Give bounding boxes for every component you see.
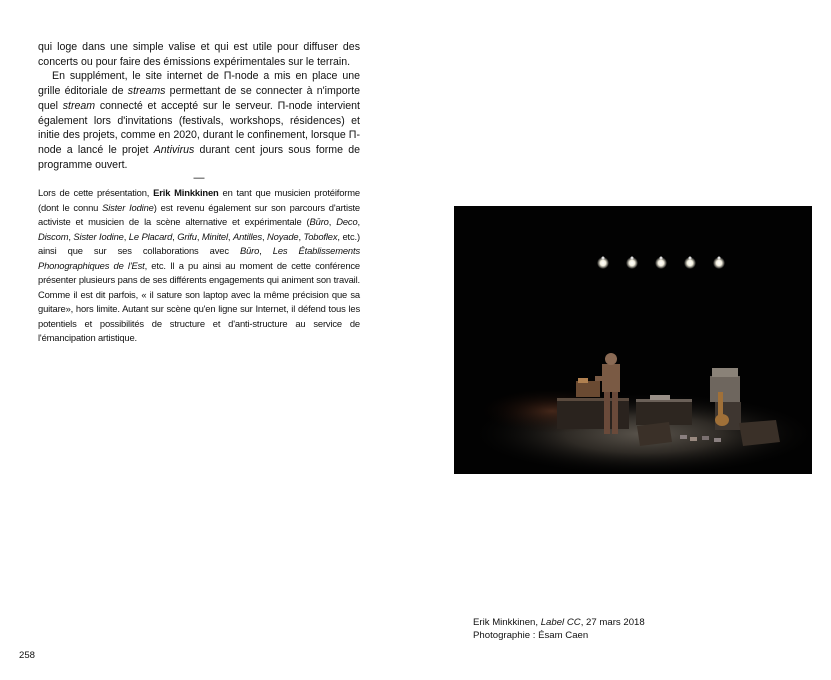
text-span: , — [298, 230, 304, 242]
text-span: , — [172, 230, 178, 242]
text-span: , — [328, 216, 337, 228]
centre-table — [636, 395, 692, 425]
italic-span: Sister Iodine — [102, 201, 154, 213]
italic-span: Sister Iodine — [73, 230, 124, 242]
text-span: durant cent jours sous forme de programme ouvert. — [38, 143, 360, 171]
italic-span: Le Placard — [128, 230, 173, 242]
text-span: qui loge dans une simple valise et qui est utile pour diffuser des concerts ou pour faire des émissions expérimentales sur le terrain. — [38, 41, 360, 68]
section-separator: — — [193, 172, 205, 185]
text-span: , — [357, 216, 360, 228]
paragraph-presentation — [38, 186, 360, 346]
caption-credit: Photographie : Ésam Caen — [473, 630, 589, 641]
concert-photo — [454, 206, 812, 474]
italic-span: Būro — [239, 245, 260, 257]
italic-span: Noyade — [267, 230, 299, 242]
photo-caption — [473, 616, 773, 642]
text-span: ) est revenu également sur son parcours d'artiste activiste et musicien de la scène alternative et expérimentale ( — [38, 201, 360, 228]
caption-line-1 — [473, 616, 773, 629]
caption-date: , 27 mars 2018 — [580, 617, 645, 628]
text-span: en tant que musicien protéiforme (dont le connu — [38, 187, 360, 213]
stage-illustration — [454, 206, 812, 474]
italic-span: Antivirus — [153, 143, 195, 156]
bold-name: Erik Minkkinen — [153, 187, 219, 199]
text-span: , — [227, 230, 233, 242]
caption-event: Label CC — [540, 617, 581, 628]
italic-span: Minitel — [201, 230, 228, 242]
text-span: , — [262, 230, 268, 242]
text-span: , — [123, 230, 129, 242]
italic-span: Deco — [336, 216, 358, 228]
text-span: Lors de cette présentation, — [38, 187, 154, 199]
paragraph-pi-node — [38, 69, 360, 172]
italic-span: Discom — [38, 230, 69, 242]
caption-name: Erik Minkkinen, — [473, 617, 541, 628]
text-column — [38, 40, 360, 346]
text-span: connecté et accepté sur le serveur. Π-node intervient également lors d'invitations (festivals, workshops, résidences) et initie des projets, comme en 2020, durant le confinement, lorsque Π-node a lancé le projet — [38, 99, 360, 156]
text-span: En supplément, le site internet de Π-node a mis en place une grille éditoriale de — [38, 70, 360, 98]
text-span: , etc. Il a pu ainsi au moment de cette conférence présenter plusieurs pans de ses différents engagements qui animent son travail. Comme il est dit parfois, « il sature son laptop avec la même précision que sa guitare», hors limite. Autant sur scène qu'en ligne sur Internet, il défend tous les potentiels et possibilités de structure et d'anti-structure au service de l'émancipation artistique. — [38, 259, 360, 344]
text-span: , — [259, 245, 273, 257]
text-span: permettant de se connecter à n'importe quel — [38, 85, 360, 112]
text-span: , etc.) ainsi que sur ses collaborations avec — [38, 230, 360, 257]
paragraph-continuation — [38, 40, 360, 69]
italic-span: Būro — [309, 216, 329, 228]
text-span: , — [68, 230, 74, 242]
text-span: , — [196, 230, 202, 242]
italic-span: Toboflex — [303, 230, 338, 242]
page-number: 258 — [19, 650, 36, 661]
italic-span: streams — [127, 85, 166, 98]
italic-span: Les Établissements Phonographiques de l'Est — [38, 245, 360, 271]
italic-span: stream — [62, 99, 96, 112]
italic-span: Antilles — [232, 230, 262, 242]
italic-span: Grifu — [177, 230, 197, 242]
